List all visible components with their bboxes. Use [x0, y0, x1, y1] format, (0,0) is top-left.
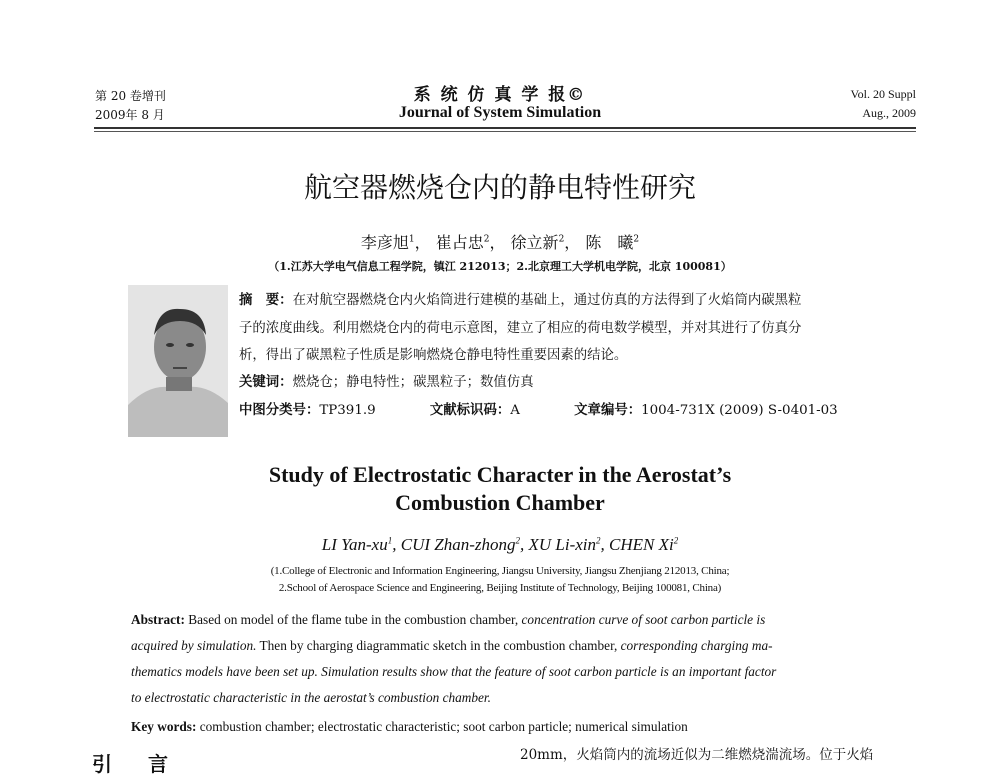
author: LI Yan-xu — [321, 535, 388, 554]
article-no-value: 1004-731X (2009) S-0401-03 — [641, 403, 838, 418]
abstract-en-line — [131, 612, 765, 628]
author-sup: 2 — [633, 234, 640, 245]
author-sup: 2 — [558, 234, 565, 245]
author: CUI Zhan-zhong — [400, 535, 516, 554]
author: 徐立新 — [510, 233, 559, 252]
author: 崔占忠 — [435, 233, 484, 252]
journal-name-zh: 系 统 仿 真 学 报© — [413, 85, 587, 105]
header-rule — [94, 127, 916, 129]
clc-label: 中图分类号： — [239, 402, 320, 418]
keywords-en-text: combustion chamber; electrostatic characteristic; soot carbon particle; numerical simulation — [196, 719, 688, 734]
doc-code-value: A — [510, 403, 520, 418]
keywords-zh-label: 关键词： — [239, 374, 293, 390]
date-en: Aug., 2009 — [862, 106, 916, 120]
affiliation-en-1: (1.College of Electronic and Information Engineering, Jiangsu University, Jiangsu Zhenjiang 212013, China; — [270, 565, 730, 577]
abstract-en-text: Then by charging diagrammatic sketch in the combustion chamber, — [256, 638, 621, 653]
keywords-zh — [239, 371, 534, 390]
abstract-en-line: thematics models have been set up. Simulation results show that the feature of soot carbon particle is an important factor — [131, 664, 777, 679]
author: CHEN Xi — [609, 535, 674, 554]
author-photo — [128, 285, 228, 437]
abstract-en-text: concentration curve of soot carbon particle is — [521, 612, 766, 627]
author: 李彦旭 — [360, 233, 409, 252]
section-heading-intro: 引 言 — [92, 752, 176, 776]
volume-en: Vol. 20 Suppl — [850, 87, 916, 101]
keywords-en-label: Key words: — [131, 719, 197, 734]
body-text-right: 20mm，火焰筒内的流场近似为二维燃烧湍流场。位于火焰 — [520, 747, 874, 763]
author: XU Li-xin — [528, 535, 597, 554]
title-en-line2: Combustion Chamber — [395, 490, 605, 515]
title-zh: 航空器燃烧仓内的静电特性研究 — [303, 171, 696, 204]
author-sup: 2 — [483, 234, 490, 245]
affiliation-en-2: 2.School of Aerospace Science and Engineering, Beijing Institute of Technology, Beijing 100081, China) — [278, 582, 722, 594]
date-zh: 2009年 8 月 — [95, 108, 165, 122]
doc-code-label: 文献标识码： — [429, 402, 511, 418]
abstract-zh-line: 子的浓度曲线。利用燃烧仓内的荷电示意图，建立了相应的荷电数学模型，并对其进行了仿真分 — [239, 321, 802, 336]
author-sup: 2 — [673, 535, 679, 546]
affiliation-zh: （1.江苏大学电气信息工程学院，镇江 212013；2.北京理工大学机电学院，北京 100081） — [268, 260, 732, 273]
abstract-en-text: acquired by simulation. — [131, 638, 257, 653]
author-sup: 2 — [596, 535, 601, 546]
keywords-zh-text: 燃烧仓；静电特性；碳黑粒子；数值仿真 — [292, 375, 534, 390]
title-en-line1: Study of Electrostatic Character in the Aerostat’s — [268, 462, 732, 487]
abstract-zh-line — [239, 289, 801, 308]
abstract-zh-text: 在对航空器燃烧仓内火焰筒进行建模的基础上，通过仿真的方法得到了火焰筒内碳黑粒 — [292, 293, 802, 308]
article-no-label: 文章编号： — [574, 402, 642, 418]
author-sup: 1 — [387, 535, 393, 546]
author-sup: 1 — [408, 234, 415, 245]
abstract-en-line — [131, 638, 773, 654]
keywords-en — [131, 719, 688, 735]
author: 陈 曦 — [585, 233, 634, 252]
classification — [239, 399, 838, 418]
abstract-zh-label: 摘 要： — [239, 292, 293, 308]
abstract-en-text: corresponding charging ma- — [620, 638, 773, 653]
portrait-image — [128, 285, 228, 437]
authors-en: LI Yan-$xu^1$, CUI Zhan-zhong$^2$, XU Li-xin$^2$, CHEN Xi$^2$ — [321, 535, 679, 554]
author-sup: 2 — [515, 535, 520, 546]
abstract-en-label: Abstract: — [131, 612, 185, 627]
abstract-en-line: to electrostatic characteristic in the aerostat’s combustion chamber. — [131, 690, 491, 705]
journal-name-en: Journal of System Simulation — [398, 104, 602, 121]
header-rule-thin — [94, 131, 916, 132]
authors-zh: 李彦旭$^1$， 崔占忠$^2$， 徐立新$^2$， 陈 曦$^2$ — [360, 233, 640, 252]
abstract-zh-line: 析，得出了碳黑粒子性质是影响燃烧仓静电特性重要因素的结论。 — [239, 348, 628, 363]
volume-zh: 第 20 卷增刊 — [95, 89, 166, 103]
abstract-en-text: Based on model of the flame tube in the combustion chamber, — [184, 612, 522, 627]
clc-value: TP391.9 — [319, 403, 376, 418]
